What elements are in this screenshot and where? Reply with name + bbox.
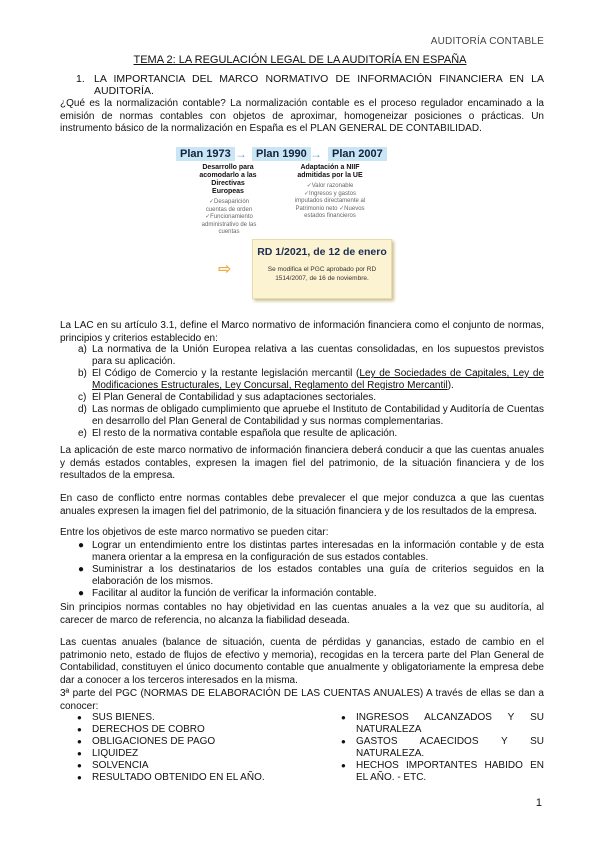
plan-2007-label: Plan 2007 [328, 147, 387, 161]
rd-title: RD 1/2021, de 12 de enero [257, 246, 387, 258]
rd-callout [252, 239, 392, 299]
plan-1990-label: Plan 1990 [252, 147, 311, 161]
list-item-text: SOLVENCIA [92, 760, 149, 771]
list-item [60, 392, 544, 404]
list-item-text: La normativa de la Unión Europea relativa a las cuentas consolidadas, en los supuestos previstos para su aplicación. [92, 344, 544, 367]
pointing-arrow-icon: ⇨ [218, 261, 232, 278]
bullet-icon: ● [77, 737, 82, 746]
tercera-parte-paragraph: 3ª parte del PGC (NORMAS DE ELABORACIÓN DE LAS CUENTAS ANUALES) A través de ellas se dan a conocer: [60, 688, 544, 712]
list-item [60, 344, 544, 368]
list-item-text: Facilitar al auditor la función de verificar la información contable. [92, 588, 377, 599]
plan-2007-title: Adaptación a NIIF admitidas por la UE [297, 164, 363, 179]
list-item-text-end: ). [447, 380, 454, 391]
bullet-icon: ● [77, 725, 82, 734]
list-marker: b) [78, 368, 87, 379]
list-marker: d) [78, 404, 87, 415]
list-item [60, 724, 300, 736]
section-number: 1. [76, 73, 85, 85]
list-item [60, 712, 300, 724]
arrow-right-icon: → [235, 147, 247, 161]
list-item-text: GASTOS ACAECIDOS Y SU NATURALEZA. [356, 736, 544, 759]
list-item-text: SUS BIENES. [92, 712, 155, 723]
list-item-text: DERECHOS DE COBRO [92, 724, 205, 735]
plan-1973-label: Plan 1973 [176, 147, 235, 161]
list-item-text: OBLIGACIONES DE PAGO [92, 736, 216, 747]
arrow-right-icon: → [310, 147, 322, 161]
list-item [60, 368, 544, 392]
list-item-text: HECHOS IMPORTANTES HABIDO EN EL AÑO. - ETC. [356, 760, 544, 783]
section-heading [76, 73, 544, 97]
list-item [60, 736, 300, 748]
list-item-text: LIQUIDEZ [92, 748, 139, 759]
bullet-icon: ● [78, 588, 85, 599]
bullet-icon: ● [77, 749, 82, 758]
page-number: 1 [535, 797, 542, 809]
list-item [324, 712, 544, 736]
list-marker: e) [78, 428, 87, 439]
list-item-text: El resto de la normativa contable española que resulte de aplicación. [92, 428, 398, 439]
lac-intro-paragraph: La LAC en su artículo 3.1, define el Marco normativo de información financiera como el conjunto de normas, principios y criterios establecido en: [60, 320, 544, 344]
plan-1990-features: ✓Desaparición cuentas de orden ✓Funcionamiento administrativo de las cuentas [201, 199, 257, 235]
lac-list [60, 344, 544, 440]
list-item-text: Suministrar a los destinatarios de los estados contables una guía de criterios seguidos en la elaboración de los mismos. [92, 564, 544, 587]
intro-paragraph: ¿Qué es la normalización contable? La normalización contable es el proceso regulador encaminado a la emisión de normas contables con objetos de aproximar, homogeneizar posiciones o prácticas. Un instrumento básico de la normalización en España es el PLAN GENERAL DE CONTABILIDAD. [60, 98, 544, 134]
list-item-text: El Código de Comercio y la restante legislación mercantil ( [92, 368, 360, 379]
list-item [60, 748, 300, 760]
rd-text: Se modifica el PGC aprobado por RD 1514/2007, de 16 de noviembre. [267, 266, 377, 282]
plan-2007-features: ✓Valor razonable ✓Ingresos y gastos imputados directamente al Patrimonio neto ✓Nuevos estados financieros [294, 183, 366, 219]
sin-principios-paragraph: Sin principios normas contables no hay objetividad en las cuentas anuales a la vez que su auditoría, al carecer de marco de referencia, no alcanza la fiabilidad deseada. [60, 602, 544, 626]
list-item [324, 760, 544, 784]
plan-1990-title: Desarrollo para acomodarlo a las Directivas Europeas [199, 164, 257, 195]
list-marker: a) [78, 344, 87, 355]
list-item-text: Lograr un entendimiento entre los distintas partes interesadas en la información contable y de esta manera orientar a la empresa en la configuración de sus estados contables. [92, 540, 544, 563]
bullet-icon: ● [341, 713, 346, 722]
list-item [60, 588, 544, 600]
list-marker: c) [78, 392, 87, 403]
list-item-text: INGRESOS ALCANZADOS Y SU NATURALEZA [356, 712, 544, 735]
left-bullet-list [60, 712, 300, 784]
list-item [324, 736, 544, 760]
bullet-icon: ● [341, 761, 346, 770]
list-item [60, 772, 300, 784]
bullet-icon: ● [78, 540, 85, 551]
list-item-text: RESULTADO OBTENIDO EN EL AÑO. [92, 772, 265, 783]
list-item [60, 564, 544, 588]
legislation-link[interactable]: Ley de Sociedades de Capitales, Ley de Modificaciones Estructurales, Ley Concursal, Reglamento del Registro Mercantil [92, 368, 544, 391]
conflicto-paragraph: En caso de conflicto entre normas contables debe prevalecer el que mejor conduzca a que las cuentas anuales expresen la imagen fiel del patrimonio, de la situación financiera y de los resultados de la empresa. [60, 493, 544, 517]
bullet-icon: ● [77, 773, 82, 782]
bullet-icon: ● [77, 761, 82, 770]
list-item [60, 540, 544, 564]
section-text: LA IMPORTANCIA DEL MARCO NORMATIVO DE INFORMACIÓN FINANCIERA EN LA AUDITORÍA. [94, 73, 544, 97]
list-item [60, 404, 544, 428]
list-item-text: El Plan General de Contabilidad y sus adaptaciones sectoriales. [92, 392, 377, 403]
running-header: AUDITORÍA CONTABLE [430, 36, 544, 47]
objetivos-list [60, 540, 544, 600]
objetivos-intro: Entre los objetivos de este marco normativo se pueden citar: [60, 527, 329, 538]
list-item [60, 760, 300, 772]
list-item [60, 428, 544, 440]
right-bullet-list [324, 712, 544, 784]
aplicacion-paragraph: La aplicación de este marco normativo de información financiera deberá conducir a que las cuentas anuales y demás estados contables, expresen la imagen fiel del patrimonio, de la situación financiera y de los resultados de la empresa. [60, 445, 544, 481]
page-title: TEMA 2: LA REGULACIÓN LEGAL DE LA AUDITORÍA EN ESPAÑA [133, 54, 467, 66]
cuentas-anuales-paragraph: Las cuentas anuales (balance de situación, cuenta de pérdidas y ganancias, estado de cambio en el patrimonio neto, estado de flujos de efectivo y memoria), recogidas en la tercera parte del Plan General de Contabilidad, constituyen el único documento contable que anualmente y obligatoriamente la empresa debe dar a conocer a los terceros interesados en la misma. [60, 637, 544, 686]
pgc-timeline-graphic [172, 147, 390, 302]
bullet-icon: ● [341, 737, 346, 746]
bullet-icon: ● [77, 713, 82, 722]
bullet-icon: ● [78, 564, 85, 575]
list-item-text: Las normas de obligado cumplimiento que apruebe el Instituto de Contabilidad y Auditoría de Cuentas en desarrollo del Plan General de Contabilidad y sus normas complementarias. [92, 404, 544, 427]
